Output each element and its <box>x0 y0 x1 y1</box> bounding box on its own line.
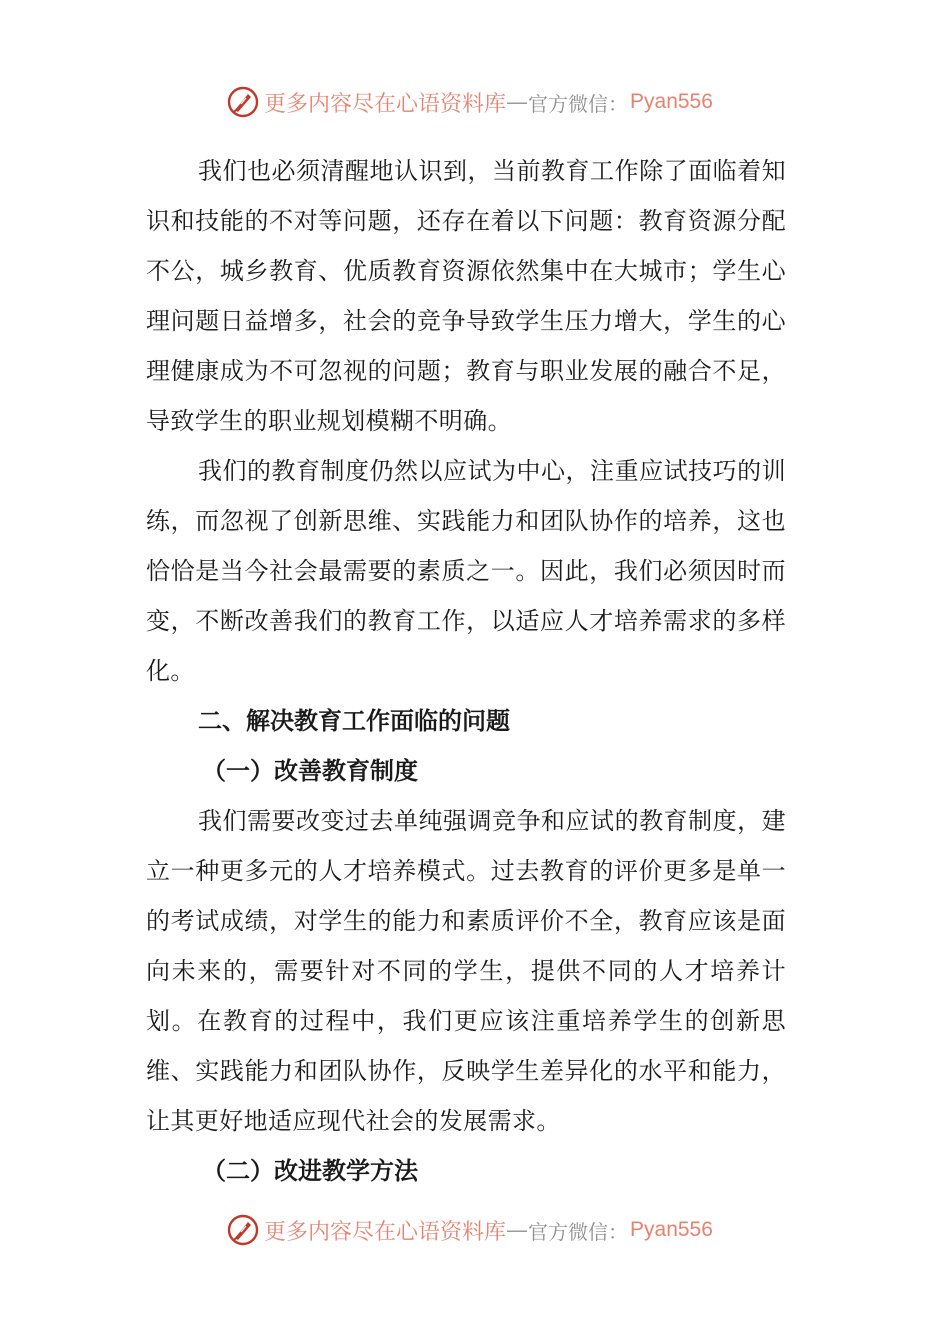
watermark-separator: — <box>506 1217 529 1243</box>
watermark-brand-text: 更多内容尽在心语资料库 <box>264 1219 507 1245</box>
quill-pen-logo-icon <box>226 85 260 119</box>
section-heading: 二、解决教育工作面临的问题 <box>198 707 510 735</box>
watermark-wechat-id: Pyan556 <box>630 90 713 113</box>
watermark-brand-text: 更多内容尽在心语资料库 <box>264 91 507 117</box>
header-watermark <box>226 84 713 120</box>
paragraph-improve-system: 我们需要改变过去单纯强调竞争和应试的教育制度，建立一种更多元的人才培养模式。过去教育的评价更多是单一的考试成绩，对学生的能力和素质评价不全，教育应该是面向未来的，需要针对不同的学生，提供不同的人才培养计划。在教育的过程中，我们更应该注重培养学生的创新思维、实践能力和团队协作，反映学生差异化的水平和能力，让其更好地适应现代社会的发展需求。 <box>146 807 786 1135</box>
watermark-separator: — <box>506 89 529 115</box>
subsection-heading-1: （一）改善教育制度 <box>202 757 418 785</box>
watermark-wechat-id: Pyan556 <box>630 1218 713 1241</box>
quill-pen-logo-icon <box>226 1213 260 1247</box>
subsection-heading-2: （二）改进教学方法 <box>202 1157 418 1185</box>
watermark-wechat-label: 官方微信： <box>528 1219 629 1244</box>
document-body <box>146 146 786 1196</box>
watermark-wechat-label: 官方微信： <box>528 91 629 116</box>
footer-watermark <box>226 1212 713 1248</box>
paragraph-education-problems: 我们也必须清醒地认识到，当前教育工作除了面临着知识和技能的不对等问题，还存在着以下问题：教育资源分配不公，城乡教育、优质教育资源依然集中在大城市；学生心理问题日益增多，社会的竞争导致学生压力增大，学生的心理健康成为不可忽视的问题；教育与职业发展的融合不足，导致学生的职业规划模糊不明确。 <box>146 157 786 435</box>
paragraph-exam-oriented-system: 我们的教育制度仍然以应试为中心，注重应试技巧的训练，而忽视了创新思维、实践能力和团队协作的培养，这也恰恰是当今社会最需要的素质之一。因此，我们必须因时而变，不断改善我们的教育工作，以适应人才培养需求的多样化。 <box>146 457 786 685</box>
